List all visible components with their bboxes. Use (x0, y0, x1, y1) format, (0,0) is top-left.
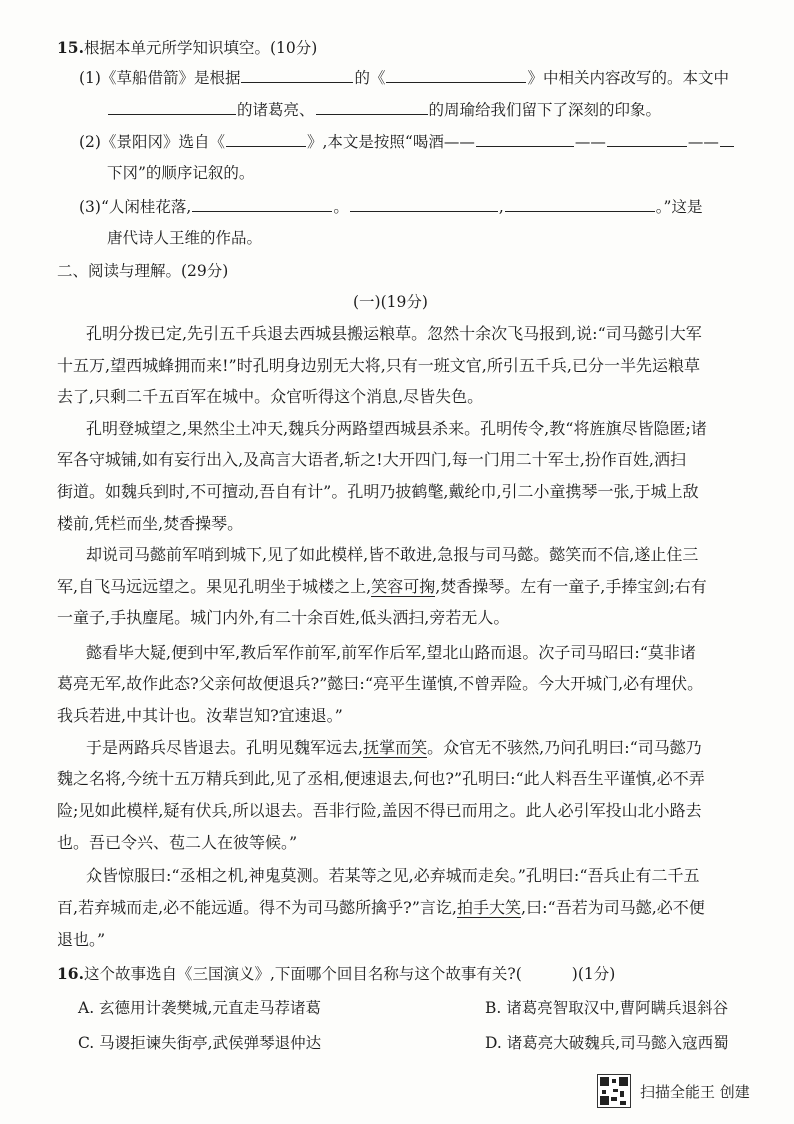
passage-line: 退也。” (57, 930, 106, 949)
q15-blank-line4[interactable] (505, 196, 655, 212)
q15-p1-text-e: 的周瑜给我们留下了深刻的印象。 (428, 101, 662, 119)
q15-p2-text-a: (2)《景阳冈》选自《 (79, 133, 225, 151)
q15-blank-zhouyu[interactable] (316, 99, 428, 115)
q16-option-b[interactable]: B. 诸葛亮智取汉中,曹阿瞒兵退斜谷 (485, 999, 729, 1017)
q15-p3-text-a: (3)“人闲桂花落, (79, 198, 192, 216)
q16-option-d[interactable]: D. 诸葛亮大破魏兵,司马懿入寇西蜀 (485, 1034, 729, 1052)
qr-code-icon (597, 1074, 631, 1108)
passage-subtitle: (一)(19分) (353, 293, 428, 311)
q15-p3-text-c: , (498, 198, 504, 216)
q15-blank-source[interactable] (226, 131, 306, 147)
q15-blank-step4[interactable] (720, 131, 734, 147)
q16-option-a[interactable]: A. 玄德用计袭樊城,元直走马荐诸葛 (78, 999, 321, 1017)
underlined-phrase: 抚掌而笑 (363, 738, 428, 757)
passage-line: 魏之名将,今统十五万精兵到此,见了丞相,便速退去,何也?”孔明曰:“此人料吾生平谨慎,必不弄 (57, 769, 705, 788)
passage-line: 十五万,望西城蜂拥而来!”时孔明身边别无大将,只有一班文官,所引五千兵,已分一半先运粮草 (57, 356, 700, 375)
passage-line: 军各守城铺,如有妄行出入,及高言大语者,斩之!大开四门,每一门用二十军士,扮作百姓,洒扫 (57, 450, 686, 469)
passage-line (57, 897, 705, 919)
q16-stem-line (57, 963, 615, 985)
q15-p2-text-c: —— (574, 133, 606, 151)
q15-p1-text-b: 的《 (354, 69, 386, 87)
q15-p3-text-b: 。 (333, 198, 349, 216)
passage-line (86, 737, 702, 759)
q15-part2-line1 (79, 131, 735, 153)
q15-p2-text-d: —— (687, 133, 719, 151)
underlined-phrase: 拍手大笑 (457, 898, 522, 917)
q15-blank-line3[interactable] (350, 196, 498, 212)
q15-blank-book[interactable] (386, 67, 526, 83)
q16-score: )(1分) (571, 965, 616, 983)
passage-text: 。众官无不骇然,乃问孔明曰:“司马懿乃 (427, 738, 702, 757)
passage-line: 街道。如魏兵到时,不可擅动,吾自有计”。孔明乃披鹤氅,戴纶巾,引二小童携琴一张,于城上敌 (57, 482, 699, 501)
q15-part3-line1 (79, 196, 702, 218)
q16-option-c[interactable]: C. 马谡拒谏失街亭,武侯弹琴退仲达 (78, 1034, 322, 1052)
q16-stem: 这个故事选自《三国演义》,下面哪个回目名称与这个故事有关?( (83, 965, 522, 983)
q16-number: 16. (57, 964, 84, 983)
q15-part2-line2 (107, 162, 254, 184)
q15-p2-text-b: 》,本文是按照“喝酒—— (306, 133, 475, 151)
passage-line: 也。吾已令兴、苞二人在彼等候。” (57, 833, 298, 852)
passage-line: 葛亮无军,故作此态?父亲何故便退兵?”懿曰:“亮平生谨慎,不曾弄险。今大开城门,必有埋伏。 (57, 674, 704, 693)
q15-part3-line2 (107, 227, 262, 249)
passage-line (57, 576, 707, 598)
q15-p1-text-c: 》中相关内容改写的。本文中 (527, 69, 729, 87)
q15-part1-line2 (107, 99, 661, 121)
q15-number: 15. (57, 38, 84, 57)
q15-stem-line (57, 37, 317, 59)
q15-blank-step2[interactable] (476, 131, 574, 147)
q15-p1-text-d: 的诸葛亮、 (237, 101, 315, 119)
q15-stem: 根据本单元所学知识填空。(10分) (83, 39, 318, 57)
passage-text: ,曰:“吾若为司马懿,必不便 (521, 898, 705, 917)
passage-line: 却说司马懿前军哨到城下,见了如此模样,皆不敢进,急报与司马懿。懿笑而不信,遂止住三 (86, 545, 699, 564)
passage-line: 险;见如此模样,疑有伏兵,所以退去。吾非行险,盖因不得已而用之。此人必引军投山北小路去 (57, 801, 702, 820)
q15-p1-text-a: (1)《草船借箭》是根据 (79, 69, 241, 87)
passage-text: 军,自飞马远远望之。果见孔明坐于城楼之上, (57, 577, 372, 596)
q15-p2-text-e: 下冈”的顺序记叙的。 (107, 164, 255, 182)
q15-blank-step3[interactable] (607, 131, 687, 147)
q15-blank-author[interactable] (241, 67, 353, 83)
passage-line: 众皆惊服曰:“丞相之机,神鬼莫测。若某等之见,必弃城而走矣。”孔明曰:“吾兵止有二千五 (86, 866, 700, 885)
passage-text: 于是两路兵尽皆退去。孔明见魏军远去, (86, 738, 364, 757)
scanner-watermark: 扫描全能王 创建 (640, 1083, 750, 1101)
q15-blank-line2[interactable] (192, 196, 332, 212)
passage-line: 去了,只剩二千五百军在城中。众官听得这个消息,尽皆失色。 (57, 387, 484, 406)
q15-p3-text-d: 。”这是 (655, 198, 703, 216)
q15-part1-line1 (79, 67, 729, 89)
q15-blank-zhuge[interactable] (108, 99, 236, 115)
passage-text: ,焚香操琴。左有一童子,手捧宝剑;右有 (435, 577, 707, 596)
section-title: 二、阅读与理解。(29分) (57, 262, 229, 280)
passage-line: 楼前,凭栏而坐,焚香操琴。 (57, 514, 244, 533)
q15-p3-text-e: 唐代诗人王维的作品。 (107, 229, 263, 247)
passage-text: 百,若弃城而走,必不能远遁。得不为司马懿所擒乎?”言讫, (57, 898, 458, 917)
passage-line: 懿看毕大疑,便到中军,教后军作前军,前军作后军,望北山路而退。次子司马昭曰:“莫非诸 (86, 643, 696, 662)
passage-line: 我兵若进,中其计也。汝辈岂知?宜速退。” (57, 706, 343, 725)
passage-line: 孔明分拨已定,先引五千兵退去西城县搬运粮草。忽然十余次飞马报到,说:“司马懿引大军 (86, 324, 702, 343)
passage-line: 一童子,手执麈尾。城门内外,有二十余百姓,低头洒扫,旁若无人。 (57, 608, 510, 627)
passage-line: 孔明登城望之,果然尘土冲天,魏兵分两路望西城县杀来。孔明传令,教“将旌旗尽皆隐匿;诸 (86, 419, 707, 438)
underlined-phrase: 笑容可掬 (371, 577, 436, 596)
